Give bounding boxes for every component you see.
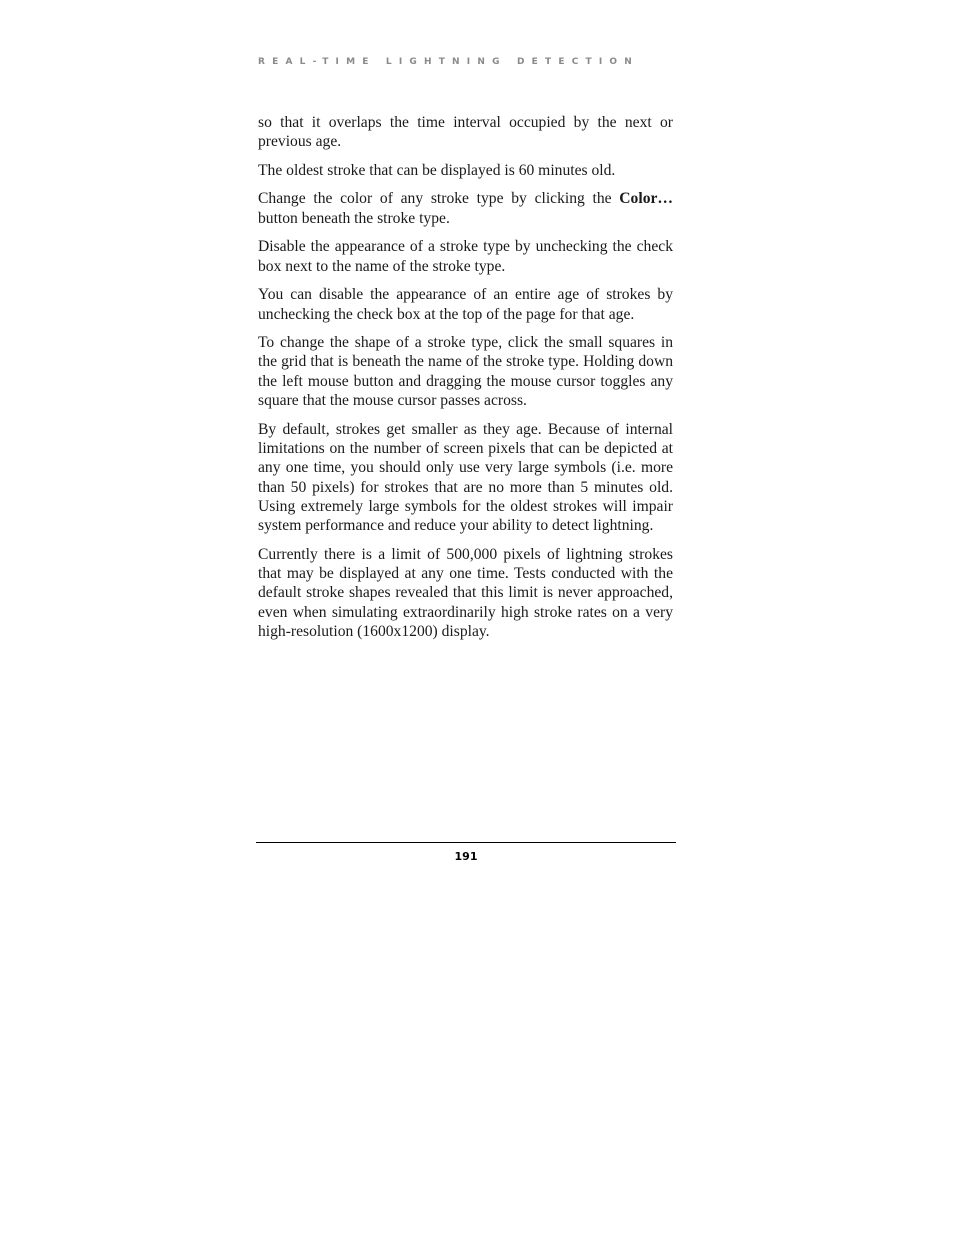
paragraph-7: By default, strokes get smaller as they age. Because of internal limitations on the number of screen pixels that can be depicted at any one time, you should only use very large symbols (i.e. more than 50 pixels) for strokes that are no more than 5 minutes old. Using extremely large symbols for the oldest strokes will impair system performance and reduce your ability to detect lightning.	[258, 420, 673, 535]
paragraph-4: Disable the appearance of a stroke type by unchecking the check box next to the name of the stroke type.	[258, 238, 673, 275]
paragraph-8: Currently there is a limit of 500,000 pixels of lightning strokes that may be displayed at any one time. Tests conducted with the default stroke shapes revealed that this limit is never approached, even when simulating extraordinarily high stroke rates on a very high-resolution (1600x1200) display.	[258, 545, 673, 640]
paragraph-1: so that it overlaps the time interval occupied by the next or previous age.	[258, 114, 673, 151]
paragraph-3	[258, 189, 673, 228]
footer-rule	[256, 842, 676, 843]
running-header: REAL-TIME LIGHTNING DETECTION	[258, 57, 639, 67]
body-text	[258, 113, 673, 651]
page-number: 191	[454, 850, 478, 863]
color-button-reference: Color…	[619, 190, 673, 208]
paragraph-2: The oldest stroke that can be displayed is 60 minutes old.	[258, 161, 616, 179]
paragraph-3-end: button beneath the stroke type.	[258, 209, 450, 227]
paragraph-6: To change the shape of a stroke type, click the small squares in the grid that is beneath the name of the stroke type. Holding down the left mouse button and dragging the mouse cursor toggles any square that the mouse cursor passes across.	[258, 334, 673, 410]
paragraph-5: You can disable the appearance of an entire age of strokes by unchecking the check box at the top of the page for that age.	[258, 286, 673, 323]
paragraph-3-start: Change the color of any stroke type by clicking the	[258, 190, 620, 208]
